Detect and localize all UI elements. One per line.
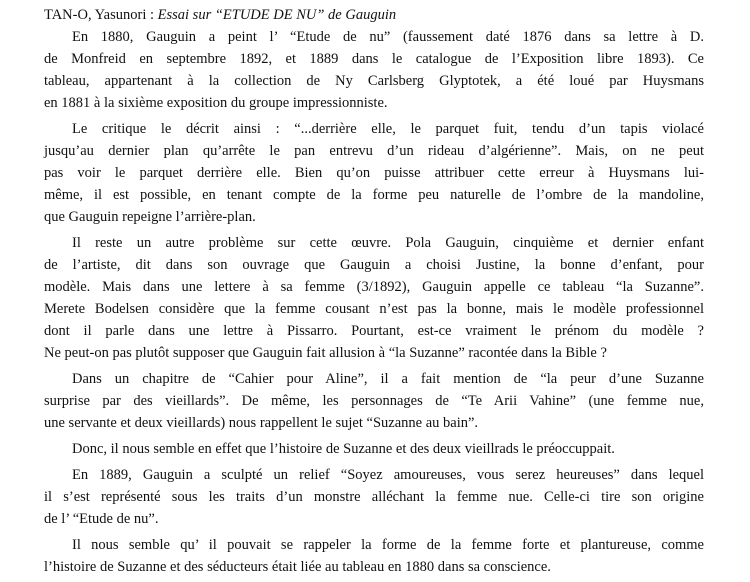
paragraph-4 <box>44 368 704 434</box>
paragraph-line: que Gauguin repeigne l’arrière-plan. <box>44 209 256 225</box>
paragraph-line: même, il est possible, en tenant compte de la forme peu naturelle de l’ombre de la mandoline, <box>44 187 704 203</box>
paragraph-1 <box>44 26 704 114</box>
paragraph-line: Il nous semble qu’ il pouvait se rappeler la forme de la femme forte et plantureuse, comme <box>72 537 704 553</box>
paragraph-line: En 1889, Gauguin a sculpté un relief “Soyez amoureuses, vous serez heureuses” dans lequel <box>72 467 704 483</box>
paragraph-3 <box>44 232 704 364</box>
paragraph-line: de Monfreid en septembre 1892, et 1889 dans le catalogue de l’Exposition libre 1893). Ce <box>44 51 704 67</box>
paragraph-line: pas voir le parquet derrière elle. Bien qu’on puisse attribuer cette erreur à Huysmans lui- <box>44 165 704 181</box>
paragraph-line: Le critique le décrit ainsi : “...derrière elle, le parquet fuit, tendu d’un tapis violacé <box>72 121 704 137</box>
paragraph-line: surprise par des vieillards”. De même, les personnages de “Te Arii Vahine” (une femme nue, <box>44 393 704 409</box>
paragraph-line: de l’artiste, dit dans son ouvrage que Gauguin a choisi Justine, la bonne d’enfant, pour <box>44 257 704 273</box>
paragraph-line: de l’ “Etude de nu”. <box>44 511 159 527</box>
article-title: Essai sur “ETUDE DE NU” de Gauguin <box>157 7 397 23</box>
paragraph-line: En 1880, Gauguin a peint l’ “Etude de nu” (faussement daté 1876 dans sa lettre à D. <box>72 29 704 45</box>
paragraph-7 <box>44 534 704 578</box>
paragraph-line: Il reste un autre problème sur cette œuvre. Pola Gauguin, cinquième et dernier enfant <box>72 235 704 251</box>
paragraph-line: Donc, il nous semble en effet que l’histoire de Suzanne et des deux vieillrads le préoccuppait. <box>72 441 615 457</box>
paragraph-line: Merete Bodelsen considère que la femme cousant n’est pas la bonne, mais le modèle professionnel <box>44 301 704 317</box>
paragraph-line: Dans un chapitre de “Cahier pour Aline”, il a fait mention de “la peur d’une Suzanne <box>72 371 704 387</box>
paragraph-line: l’histoire de Suzanne et des séducteurs était liée au tableau en 1880 dans sa conscience. <box>44 559 551 575</box>
article-body <box>44 26 704 578</box>
paragraph-2 <box>44 118 704 228</box>
article-heading <box>44 4 704 26</box>
paragraph-line: il s’est représenté sous les traits d’un monstre alléchant la femme nue. Celle-ci tire son origine <box>44 489 704 505</box>
paragraph-5 <box>44 438 704 460</box>
paragraph-line: en 1881 à la sixième exposition du groupe impressionniste. <box>44 95 388 111</box>
paragraph-line: modèle. Mais dans une lettere à sa femme (3/1892), Gauguin appelle ce tableau “la Suzanne”. <box>44 279 704 295</box>
paragraph-line: Ne peut-on pas plutôt supposer que Gauguin fait allusion à “la Suzanne” racontée dans la Bible ? <box>44 345 607 361</box>
article-page <box>44 4 704 582</box>
paragraph-line: jusqu’au dernier plan qu’arrête le pan entrevu d’un rideau d’algérienne”. Mais, on ne peut <box>44 143 704 159</box>
author-name: TAN-O, Yasunori : <box>44 7 158 23</box>
paragraph-line: dont il parle dans une lettre à Pissarro. Pourtant, est-ce vraiment le prénom du modèle ? <box>44 323 704 339</box>
paragraph-line: tableau, appartenant à la collection de Ny Carlsberg Glyptotek, a été loué par Huysmans <box>44 73 704 89</box>
paragraph-6 <box>44 464 704 530</box>
paragraph-line: une servante et deux vieillards) nous rappellent le sujet “Suzanne au bain”. <box>44 415 479 431</box>
